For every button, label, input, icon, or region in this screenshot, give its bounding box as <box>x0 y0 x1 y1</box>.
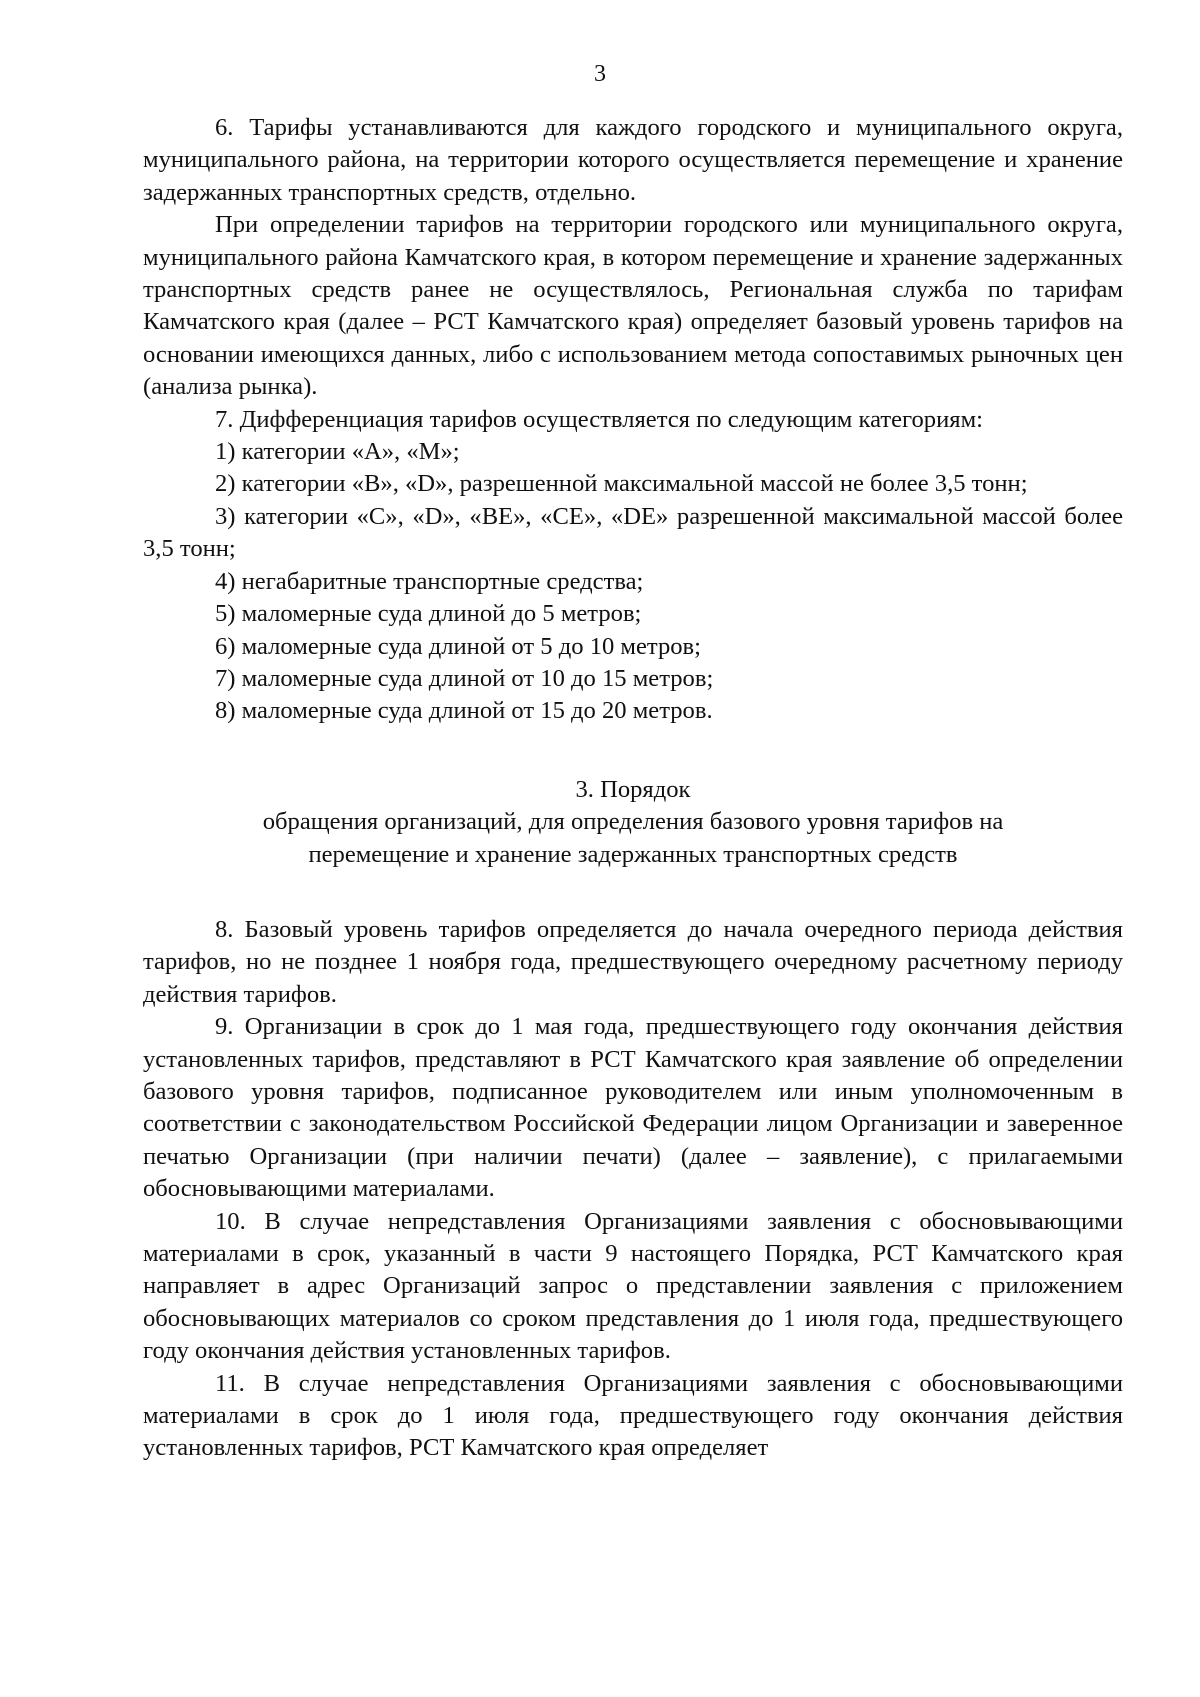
document-body <box>143 112 1123 1465</box>
list-item-category-3: 3) категории «C», «D», «BE», «CE», «DE» разрешенной максимальной массой более 3,5 тонн; <box>143 502 1123 563</box>
section-heading-line-3: перемещение и хранение задержанных транспортных средств <box>308 840 958 868</box>
list-item-category-1: 1) категории «A», «M»; <box>215 438 460 466</box>
section-heading-line-2: обращения организаций, для определения базового уровня тарифов на <box>262 808 1004 836</box>
paragraph-11: 11. В случае непредставления Организациями заявления с обосновывающими материалами в срок до 1 июля года, предшествующего году окончания действия установленных тарифов, РСТ Камчатского края определяет <box>143 1369 1123 1462</box>
list-item-category-2: 2) категории «B», «D», разрешенной максимальной массой не более 3,5 тонн; <box>215 470 1028 498</box>
paragraph-6: 6. Тарифы устанавливаются для каждого городского и муниципального округа, муниципального района, на территории которого осуществляется перемещение и хранение задержанных транспортных средств, отдельно. <box>143 114 1123 206</box>
list-item-category-7: 7) маломерные суда длиной от 10 до 15 метров; <box>215 664 714 692</box>
paragraph-6-continuation: При определении тарифов на территории городского или муниципального округа, муниципального района Камчатского края, в котором перемещение и хранение задержанных транспортных средств ранее не осуществлялось, Региональная служба по тарифам Камчатского края (далее – РСТ Камчатского края) определяет базовый уровень тарифов на основании имеющихся данных, либо с использованием метода сопоставимых рыночных цен (анализа рынка). <box>143 211 1123 401</box>
paragraph-10: 10. В случае непредставления Организациями заявления с обосновывающими материалами в срок, указанный в части 9 настоящего Порядка, РСТ Камчатского края направляет в адрес Организаций запрос о представлении заявления с приложением обосновывающих материалов со сроком представления до 1 июля года, предшествующего году окончания действия установленных тарифов. <box>143 1207 1123 1365</box>
section-heading <box>143 774 1123 871</box>
list-item-category-4: 4) негабаритные транспортные средства; <box>215 567 644 595</box>
section-heading-number: 3. Порядок <box>575 775 691 803</box>
list-item-category-6: 6) маломерные суда длиной от 5 до 10 метров; <box>215 632 702 660</box>
paragraph-8: 8. Базовый уровень тарифов определяется до начала очередного периода действия тарифов, но не позднее 1 ноября года, предшествующего очередному расчетному периоду действия тарифов. <box>143 915 1123 1008</box>
paragraph-7: 7. Дифференциация тарифов осуществляется по следующим категориям: <box>215 405 983 433</box>
paragraph-9: 9. Организации в срок до 1 мая года, предшествующего году окончания действия установленных тарифов, представляют в РСТ Камчатского края заявление об определении базового уровня тарифов, подписанное руководителем или иным уполномоченным в соответствии с законодательством Российской Федерации лицом Организации и заверенное печатью Организации (при наличии печати) (далее – заявление), с прилагаемыми обосновывающими материалами. <box>143 1013 1123 1203</box>
list-item-category-8: 8) маломерные суда длиной от 15 до 20 метров. <box>215 697 713 725</box>
page-number: 3 <box>594 61 606 87</box>
list-item-category-5: 5) маломерные суда длиной до 5 метров; <box>215 600 642 628</box>
